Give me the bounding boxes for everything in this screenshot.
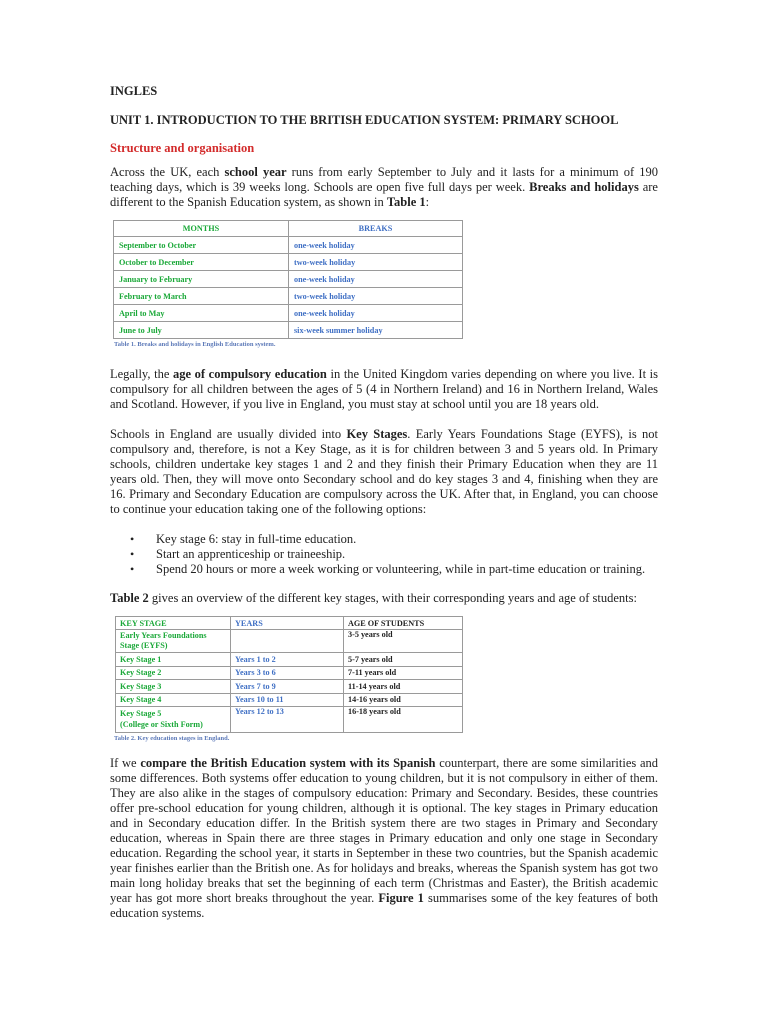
table-cell-age: 14-16 years old	[344, 693, 463, 706]
table-cell-years: Years 10 to 11	[231, 693, 344, 706]
paragraph-table2-intro: Table 2 gives an overview of the different key stages, with their corresponding years and age of students:	[110, 591, 637, 605]
table-cell-key-stage: Early Years Foundations Stage (EYFS)	[116, 630, 231, 653]
paragraph-compulsory-age: Legally, the age of compulsory education in the United Kingdom varies depending on where you live. It is compulsory for all children between the ages of 5 (4 in Northern Ireland) and 16 in Northern Ireland, Wales and Scotland. However, if you live in England, you must stay at school until you are 18 years old.	[110, 367, 658, 411]
table-cell-months: September to October	[114, 237, 289, 254]
table-cell-breaks: six-week summer holiday	[289, 322, 463, 339]
table-cell-years: Years 12 to 13	[231, 706, 344, 732]
table-cell-key-stage: Key Stage 3	[116, 680, 231, 693]
table-cell-years: Years 3 to 6	[231, 666, 344, 679]
table-header-years: YEARS	[231, 617, 344, 630]
table-cell-age: 11-14 years old	[344, 680, 463, 693]
table-header-row	[114, 221, 463, 237]
table-header-breaks: BREAKS	[289, 221, 463, 237]
table2-caption: Table 2. Key education stages in England.	[114, 734, 230, 742]
table-row	[116, 706, 463, 732]
key-stage-5-label: Key Stage 5	[120, 708, 162, 718]
table1-caption: Table 1. Breaks and holidays in English Education system.	[114, 341, 276, 348]
table-header-age: AGE OF STUDENTS	[344, 617, 463, 630]
table-cell-months: October to December	[114, 254, 289, 271]
table-row	[116, 666, 463, 679]
table-cell-breaks: two-week holiday	[289, 254, 463, 271]
table-row	[114, 237, 463, 254]
list-item: • Start an apprenticeship or traineeship.	[130, 547, 658, 562]
paragraph-comparison: If we compare the British Education system with its Spanish counterpart, there are some similarities and some differences. Both systems offer education to young children, but it is not compulsory in either of them. They are also alike in the stages of compulsory education: Primary and Secondary. Besides, these countries offer pre-school education for young children, although it is optional. The key stages in Primary education and in Secondary education differ. In the British system there are two stages in Primary and Secondary education, whereas in Spain there are three stages in Primary education and only one stage in Secondary education. Regarding the school year, it starts in September in these two countries, but the Spanish academic year finishes earlier than the British one. As for holidays and breaks, whereas the Spanish system has got two main long holiday breaks that set the beginning of each term (Christmas and Easter), the British academic year has got more short breaks throughout the year. Figure 1 summarises some of the key features of both education systems.	[110, 755, 658, 920]
table-cell-key-stage: Key Stage 1	[116, 653, 231, 666]
table-row	[114, 271, 463, 288]
options-list	[110, 532, 658, 577]
table-cell-age: 5-7 years old	[344, 653, 463, 666]
table-cell-months: February to March	[114, 288, 289, 305]
table-cell-age: 16-18 years old	[344, 706, 463, 732]
table-header-key-stage: KEY STAGE	[116, 617, 231, 630]
table-cell-years: Years 7 to 9	[231, 680, 344, 693]
paragraph-school-year: Across the UK, each school year runs from early September to July and it lasts for a minimum of 190 teaching days, which is 39 weeks long. Schools are open five full days per week. Breaks and holidays are different to the Spanish Education system, as shown in Table 1:	[110, 165, 658, 209]
table-cell-key-stage	[116, 706, 231, 732]
table-cell-months: January to February	[114, 271, 289, 288]
key-stages-table	[115, 616, 463, 733]
table-row	[116, 680, 463, 693]
table-row	[114, 254, 463, 271]
table-cell-age: 7-11 years old	[344, 666, 463, 679]
table-cell-months: April to May	[114, 305, 289, 322]
list-item: • Key stage 6: stay in full-time education.	[130, 532, 658, 547]
table-row	[114, 305, 463, 322]
list-item: • Spend 20 hours or more a week working or volunteering, while in part-time education or training.	[130, 562, 658, 577]
table-cell-breaks: two-week holiday	[289, 288, 463, 305]
table-cell-years	[231, 630, 344, 653]
table-cell-age: 3-5 years old	[344, 630, 463, 653]
table-cell-key-stage: Key Stage 2	[116, 666, 231, 679]
table-row	[114, 288, 463, 305]
table-cell-breaks: one-week holiday	[289, 305, 463, 322]
table-header-row	[116, 617, 463, 630]
table-cell-breaks: one-week holiday	[289, 237, 463, 254]
table-row	[116, 693, 463, 706]
table-row	[116, 630, 463, 653]
unit-title: UNIT 1. INTRODUCTION TO THE BRITISH EDUCATION SYSTEM: PRIMARY SCHOOL	[110, 113, 619, 127]
section-title: Structure and organisation	[110, 141, 255, 155]
table-header-months: MONTHS	[114, 221, 289, 237]
table-row	[114, 322, 463, 339]
table-cell-key-stage: Key Stage 4	[116, 693, 231, 706]
key-stage-5-sublabel: (College or Sixth Form)	[120, 719, 203, 729]
table-cell-years: Years 1 to 2	[231, 653, 344, 666]
table-cell-months: June to July	[114, 322, 289, 339]
paragraph-key-stages: Schools in England are usually divided into Key Stages. Early Years Foundations Stage (EYFS), is not compulsory and, therefore, is not a Key Stage, as it is for children between 3 and 5 years old. In Primary schools, children undertake key stages 1 and 2 and they finish their Primary Education when they are 11 years old. Then, they will move onto Secondary school and do key stages 3 and 4, finishing when they are 16. Primary and Secondary Education are compulsory across the UK. After that, in England, you can choose to continue your education taking one of the following options:	[110, 427, 658, 516]
table-row	[116, 653, 463, 666]
breaks-holidays-table	[113, 220, 463, 339]
document-title: INGLES	[110, 84, 158, 98]
table-cell-breaks: one-week holiday	[289, 271, 463, 288]
